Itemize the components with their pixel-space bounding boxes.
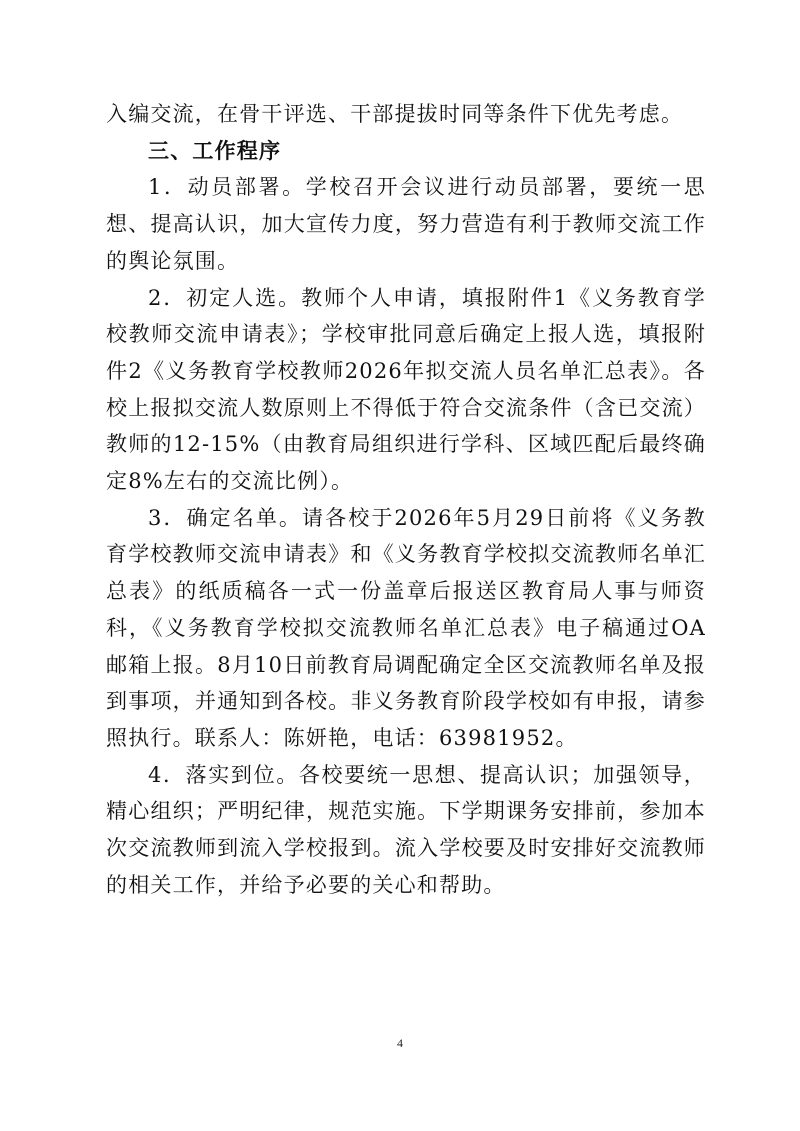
section-heading: 三、工作程序 bbox=[148, 138, 282, 163]
procedure-item-1: 1．动员部署。学校召开会议进行动员部署，要统一思想、提高认识，加大宣传力度，努力营造有利于教师交流工作的舆论氛围。 bbox=[106, 175, 706, 273]
procedure-item-2: 2．初定人选。教师个人申请，填报附件1《义务教育学校教师交流申请表》；学校审批同意后确定上报人选，填报附件2《义务教育学校教师2026年拟交流人员名单汇总表》。各校上报拟交流人数原则上不得低于符合交流条件（含已交流）教师的12-15%（由教育局组织进行学科、区域匹配后最终确定8%左右的交流比例）。 bbox=[106, 285, 706, 494]
page-number: 4 bbox=[397, 1036, 403, 1050]
continuation-paragraph: 入编交流，在骨干评选、干部提拔时同等条件下优先考虑。 bbox=[106, 102, 684, 126]
procedure-item-3: 3．确定名单。请各校于2026年5月29日前将《义务教育学校教师交流申请表》和《义务教育学校拟交流教师名单汇总表》的纸质稿各一式一份盖章后报送区教育局人事与师资科，《义务教育学校拟交流教师名单汇总表》电子稿通过OA邮箱上报。8月10日前教育局调配确定全区交流教师名单及报到事项，并通知到各校。非义务教育阶段学校如有申报，请参照执行。联系人：陈妍艳，电话：63981952。 bbox=[106, 505, 706, 750]
procedure-item-4: 4．落实到位。各校要统一思想、提高认识；加强领导，精心组织；严明纪律，规范实施。下学期课务安排前，参加本次交流教师到流入学校报到。流入学校要及时安排好交流教师的相关工作，并给予必要的关心和帮助。 bbox=[106, 762, 706, 897]
document-body bbox=[106, 96, 706, 903]
